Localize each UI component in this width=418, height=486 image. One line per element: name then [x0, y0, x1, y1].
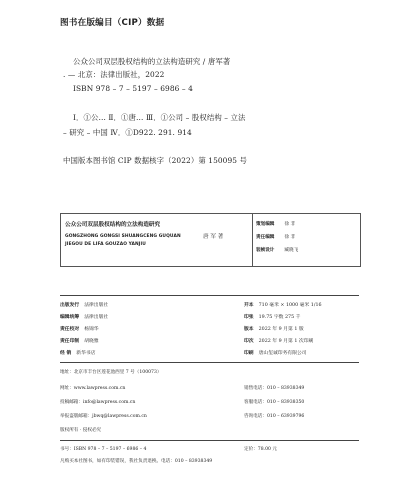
cip-heading: 图书在版编目（CIP）数据 [60, 18, 165, 28]
sales-phone: 销售电话：010 – 83938349 [244, 386, 305, 391]
book-author: 唐 军 著 [203, 234, 224, 240]
pub-row-printing-supervisor: 责任印制 胡晓雅 [60, 339, 99, 344]
cip-isbn-line: ISBN 978 – 7 – 5197 – 6986 – 4 [73, 84, 193, 93]
credit-label: 策划编辑 [256, 222, 275, 227]
price: 定价：78.00 元 [244, 447, 277, 452]
piracy-report-email: 举报盗版邮箱：jbwq@lawpress.com.cn [60, 414, 147, 419]
pub-row-distributor: 经 销 新华书店 [60, 351, 96, 356]
pub-row-editorial: 编辑统筹 法律出版社 [60, 315, 109, 320]
book-title: 公众公司双层股权结构的立法构造研究 [65, 222, 161, 228]
submission-email: 投稿邮箱：info@lawpress.com.cn [60, 400, 136, 405]
consult-phone: 咨询电话：010 – 63939796 [244, 414, 305, 419]
credit-value: 徐 非 [284, 222, 296, 227]
section-divider [60, 295, 359, 296]
copyright-notice: 版权所有 · 侵权必究 [60, 428, 102, 433]
book-title-pinyin-2: JIEGOU DE LIFA GOUZAO YANJIU [65, 242, 146, 247]
credit-label: 装帧设计 [256, 248, 275, 253]
cip-classification-line: – 研究 – 中国 Ⅳ．①D922. 291. 914 [63, 128, 192, 137]
credit-cover-design [256, 247, 298, 253]
credit-value: 臧晓飞 [284, 248, 299, 253]
pub-row-format: 开本 710 毫米 × 1000 毫米 1/16 [244, 303, 322, 308]
pub-row-proofreader: 责任校对 杨锦华 [60, 327, 99, 332]
book-info-box [60, 213, 361, 267]
pub-row-publisher: 出版发行 法律出版社 [60, 303, 109, 308]
credit-planning-editor [256, 221, 295, 227]
return-policy-notice: 凡购买本社图书，如有印装错误，我社负责退换。电话：010 – 83938349 [60, 459, 213, 464]
pub-row-impression: 印次 2022 年 9 月第 1 次印刷 [244, 339, 314, 344]
pub-row-edition: 版本 2022 年 9 月第 1 版 [244, 327, 304, 332]
customer-phone: 客服电话：010 – 83938350 [244, 400, 305, 405]
cip-subject-line: Ⅰ．①公… Ⅱ．①唐… Ⅲ．①公司 – 股权结构 – 立法 [73, 113, 246, 122]
cip-data-number-line: 中国版本图书馆 CIP 数据核字（2022）第 150095 号 [63, 156, 248, 165]
box-divider [252, 214, 253, 266]
cip-title-line: 公众公司双层股权结构的立法构造研究 / 唐军著 [73, 57, 231, 66]
address: 地址：北京市丰台区莲花池西里 7 号（100073） [60, 370, 162, 375]
credit-responsible-editor [256, 234, 295, 240]
book-title-pinyin-1: GONGZHONG GONGSI SHUANGCENG GUQUAN [65, 234, 181, 239]
pub-row-printer: 印刷 唐山玺诚印务有限公司 [244, 351, 307, 356]
section-divider [60, 440, 359, 441]
credit-label: 责任编辑 [256, 235, 275, 240]
isbn-code: 书号：ISBN 978 – 7 – 5197 – 6986 – 4 [60, 447, 147, 452]
credit-value: 徐 非 [284, 235, 296, 240]
pub-row-sheets: 印张 19.75 字数 275 千 [244, 315, 301, 320]
section-divider [60, 362, 359, 363]
website: 网址：www.lawpress.com.cn [60, 386, 126, 391]
cip-publisher-line: . — 北京：法律出版社，2022 [63, 70, 165, 79]
